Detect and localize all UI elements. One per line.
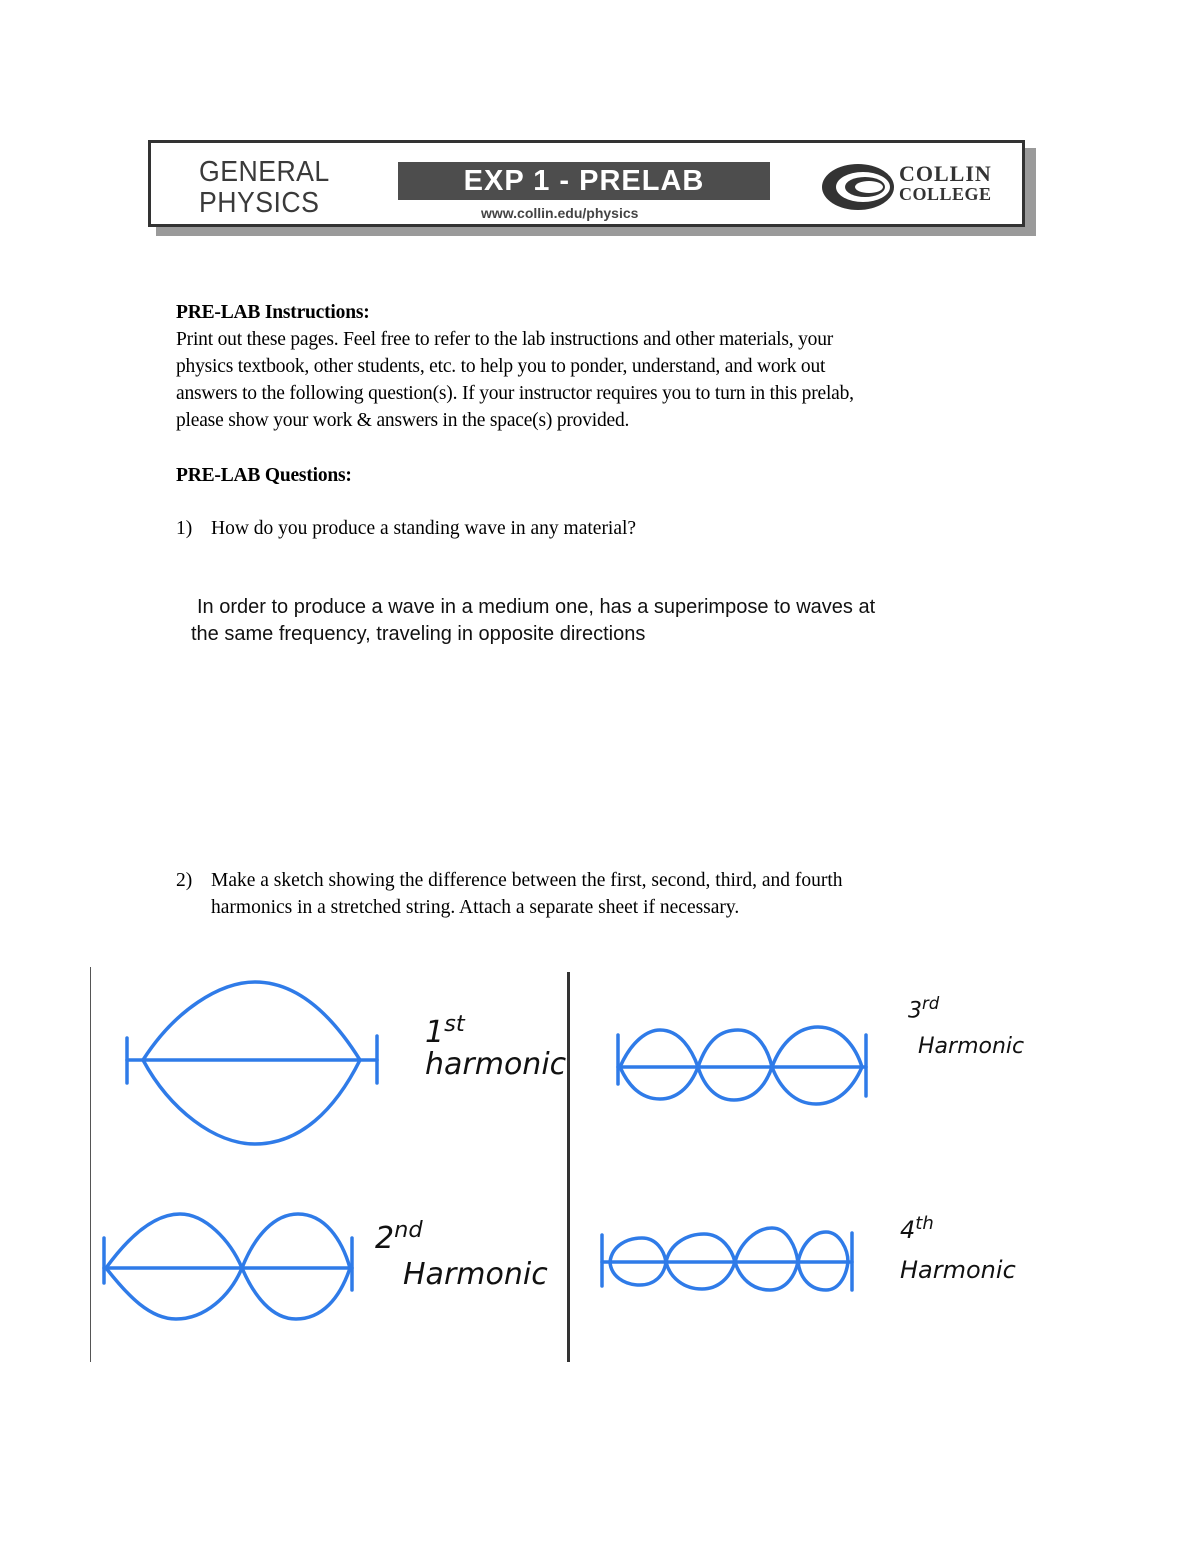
third-harmonic-drawing [618, 1027, 866, 1104]
label-suffix: rd [922, 994, 940, 1013]
header-banner [148, 140, 1025, 227]
first-harmonic-label [425, 1008, 566, 1081]
label-word: Harmonic [900, 1256, 1016, 1284]
third-harmonic-label [908, 986, 1024, 1065]
question-text-line: harmonics in a stretched string. Attach a separate sheet if necessary. [211, 897, 740, 918]
wave-loop [772, 1027, 862, 1104]
answer-line: the same frequency, traveling in opposite directions [191, 623, 646, 645]
label-suffix: st [444, 1011, 465, 1037]
sketch-divider [567, 972, 570, 1362]
second-harmonic-label [375, 1212, 548, 1293]
wave-loop [666, 1234, 735, 1289]
question-text [211, 867, 1001, 921]
label-suffix: nd [394, 1217, 423, 1243]
instructions-block [176, 299, 1036, 434]
question-text-line: Make a sketch showing the difference between the first, second, third, and fourth [211, 870, 843, 891]
course-name-line2: PHYSICS [199, 187, 320, 219]
wave-loop-upper [143, 982, 360, 1060]
collin-logo-icon [819, 161, 897, 213]
label-number: 1 [425, 1015, 445, 1050]
wave-loop [620, 1030, 698, 1099]
sketch-left-border [90, 967, 91, 1362]
questions-heading: PRE-LAB Questions: [176, 465, 352, 486]
instructions-heading: PRE-LAB Instructions: [176, 302, 370, 323]
fourth-harmonic-label [900, 1204, 1016, 1290]
label-number: 4 [900, 1216, 916, 1244]
question-number: 1) [176, 518, 193, 539]
instructions-line: answers to the following question(s). If your instructor requires you to turn in this prelab, [176, 383, 854, 404]
label-word: Harmonic [918, 1034, 1025, 1060]
course-name-line1: GENERAL [199, 156, 330, 188]
question-2 [176, 867, 1036, 927]
instructions-line: physics textbook, other students, etc. to help you to ponder, understand, and work out [176, 356, 826, 377]
fourth-harmonic-drawing [602, 1228, 852, 1290]
label-suffix: th [915, 1213, 934, 1234]
wave-loop [106, 1214, 242, 1319]
label-word: harmonic [425, 1047, 567, 1082]
course-name [199, 157, 330, 219]
second-harmonic-drawing [104, 1214, 352, 1319]
answer-1 [191, 594, 1011, 648]
label-number: 3 [908, 998, 922, 1024]
question-number: 2) [176, 870, 193, 891]
college-logo-text [899, 163, 992, 205]
first-harmonic-drawing [127, 982, 377, 1144]
course-url: www.collin.edu/physics [481, 205, 639, 221]
logo-line2: COLLEGE [899, 184, 992, 204]
instructions-line: Print out these pages. Feel free to refer to the lab instructions and other materials, your [176, 329, 834, 350]
wave-loop [735, 1228, 798, 1290]
wave-loop [698, 1030, 772, 1100]
label-word: Harmonic [403, 1257, 548, 1292]
wave-loop [610, 1238, 666, 1285]
label-number: 2 [375, 1221, 395, 1256]
page-title: EXP 1 - PRELAB [398, 162, 770, 200]
wave-loop [798, 1232, 848, 1290]
instructions-line: please show your work & answers in the space(s) provided. [176, 410, 630, 431]
logo-line1: COLLIN [899, 161, 992, 186]
question-text: How do you produce a standing wave in any material? [211, 518, 637, 539]
wave-loop-lower [143, 1060, 360, 1144]
wave-loop [242, 1214, 350, 1319]
answer-line: In order to produce a wave in a medium one, has a superimpose to waves at [197, 596, 876, 618]
